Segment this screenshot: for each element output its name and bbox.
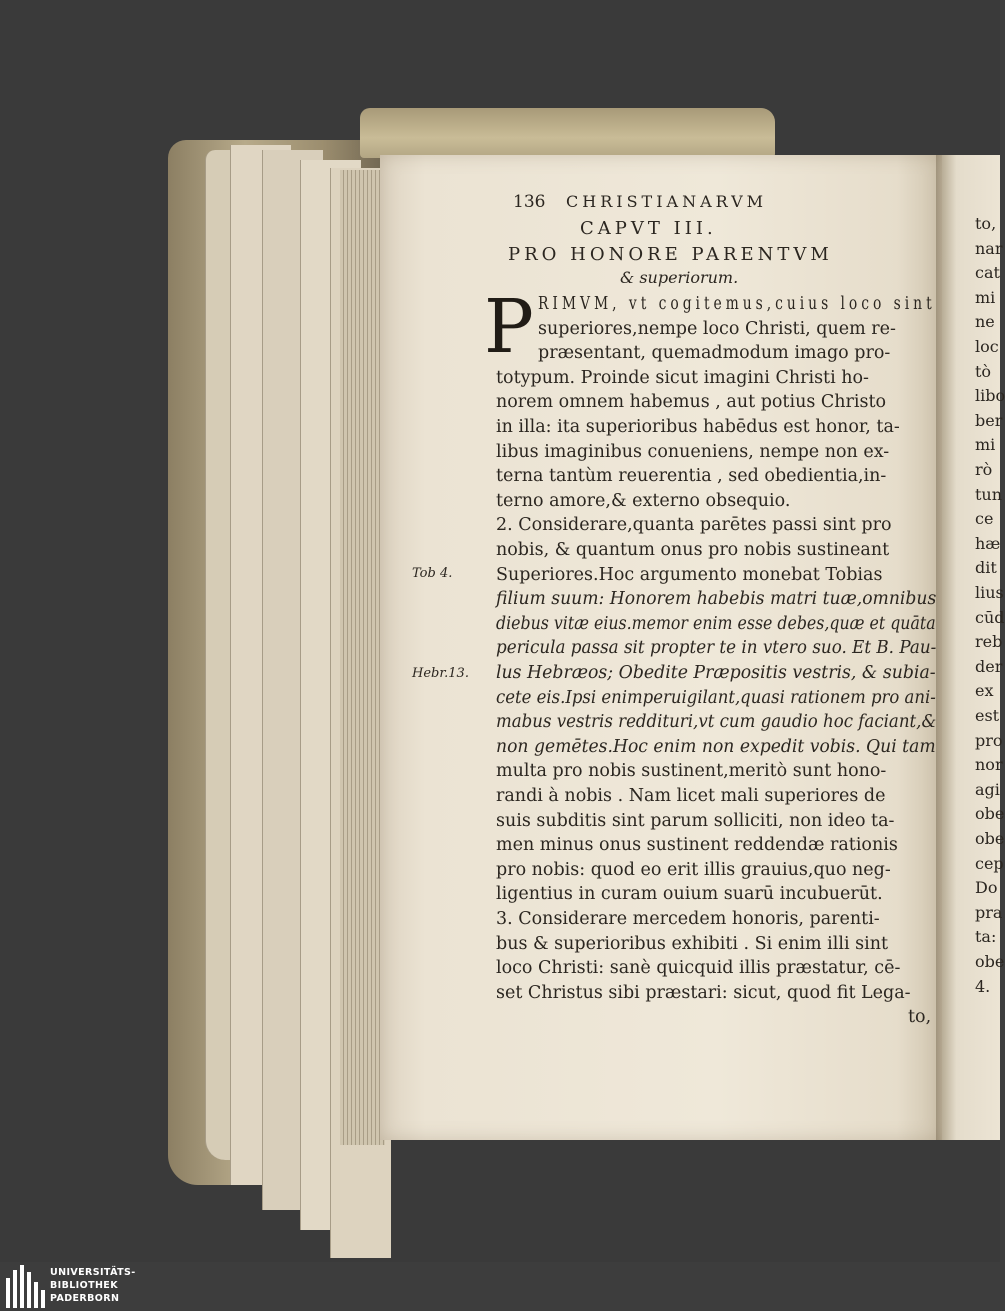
facing-page-fragment: mi bbox=[975, 287, 996, 307]
running-head: CHRISTIANARVM bbox=[566, 192, 768, 211]
facing-page-fragment: ta: bbox=[975, 927, 997, 947]
text-line: ligentius in curam ouium suarū incubuerūt. bbox=[496, 884, 883, 905]
facing-page-fragment: to, bbox=[975, 214, 997, 233]
section-subheading: & superiorum. bbox=[620, 268, 739, 287]
text-line: RIMVM, vt cogitemus,cuius loco sint bbox=[538, 294, 936, 314]
library-name-line1: UNIVERSITÄTS- bbox=[50, 1267, 136, 1278]
facing-page-fragment: hæ bbox=[975, 533, 1001, 553]
page-number: 136 bbox=[513, 192, 546, 212]
text-line: Superiores.Hoc argumento monebat Tobias bbox=[496, 564, 883, 585]
facing-page-fragment: lius bbox=[975, 583, 1004, 602]
facing-page-fragment: cūd bbox=[975, 607, 1005, 627]
library-name-line2: BIBLIOTHEK bbox=[50, 1280, 118, 1291]
text-line: superiores,nempe loco Christi, quem re- bbox=[538, 318, 896, 339]
facing-page-fragment: est bbox=[975, 706, 1000, 725]
text-line: nobis, & quantum onus pro nobis sustineant bbox=[496, 540, 890, 560]
facing-page-fragment: ex bbox=[975, 681, 994, 701]
library-logo-icon bbox=[6, 1265, 46, 1308]
text-line: cete eis.Ipsi enimperuigilant,quasi rationem pro ani- bbox=[496, 687, 936, 708]
text-line: pro nobis: quod eo erit illis grauius,quo neg- bbox=[496, 859, 891, 880]
text-line: men minus onus sustinent reddendæ rationis bbox=[496, 835, 898, 856]
book-headband bbox=[360, 108, 775, 158]
text-line: non gemētes.Hoc enim non expedit vobis. Qui tam bbox=[496, 736, 936, 757]
facing-page-fragment: obe bbox=[975, 952, 1005, 971]
facing-page-fragment: nar bbox=[975, 238, 1003, 258]
facing-page-fragment: loc bbox=[975, 337, 999, 356]
facing-page-fragment: dit bbox=[975, 558, 997, 578]
text-line: filium suum: Honorem habebis matri tuæ,omnibus bbox=[496, 589, 937, 610]
facing-page-fragment: der bbox=[975, 656, 1003, 676]
text-line: pericula passa sit propter te in vtero suo. Et B. Pau- bbox=[496, 638, 937, 659]
facing-page-fragment: mi bbox=[975, 435, 996, 455]
text-line: in illa: ita superioribus habēdus est honor, ta- bbox=[496, 417, 900, 437]
facing-page-fragment: 4. bbox=[975, 976, 991, 996]
chapter-title: CAPVT III. bbox=[580, 218, 717, 239]
text-line: libus imaginibus conueniens, nempe non ex- bbox=[496, 441, 890, 462]
facing-page-fragment: cep bbox=[975, 853, 1004, 873]
text-line: totypum. Proinde sicut imagini Christi ho- bbox=[496, 367, 869, 388]
text-line: set Christus sibi præstari: sicut, quod fit Lega- bbox=[496, 982, 911, 1003]
text-line: suis subditis sint parum solliciti, non ideo ta- bbox=[496, 810, 895, 831]
text-line: terno amore,& externo obsequio. bbox=[496, 490, 791, 511]
marginal-note: Tob 4. bbox=[412, 566, 453, 581]
facing-page-fragment: Do bbox=[975, 878, 998, 898]
text-line: 2. Considerare,quanta parētes passi sint pro bbox=[496, 515, 892, 536]
text-line: loco Christi: sanè quicquid illis præstatur, cē- bbox=[496, 958, 901, 979]
facing-page-fragment: agi bbox=[975, 779, 1000, 799]
facing-page-fragment: pro bbox=[975, 730, 1003, 750]
facing-page-fragment: ne bbox=[975, 312, 995, 332]
facing-page-fragment: rò bbox=[975, 460, 993, 479]
facing-page-fragment: tò bbox=[975, 361, 992, 381]
text-line: mabus vestris reddituri,vt cum gaudio hoc faciant,& bbox=[496, 712, 937, 733]
section-heading: PRO HONORE PARENTVM bbox=[508, 244, 833, 265]
marginal-note: Hebr.13. bbox=[412, 666, 469, 681]
facing-page-fragment: ber bbox=[975, 410, 1003, 430]
facing-page-fragment: obe bbox=[975, 829, 1005, 848]
text-line: lus Hebræos; Obedite Præpositis vestris, & subia- bbox=[496, 663, 936, 683]
text-line: randi à nobis . Nam licet mali superiores de bbox=[496, 786, 886, 806]
library-footer bbox=[0, 1262, 1000, 1311]
text-line: diebus vitæ eius.memor enim esse debes,quæ et quāta bbox=[496, 613, 936, 634]
text-line: terna tantùm reuerentia , sed obedientia,in- bbox=[496, 466, 887, 487]
text-line: præsentant, quemadmodum imago pro- bbox=[538, 343, 891, 364]
page-stack-edges bbox=[340, 170, 385, 1145]
text-line: norem omnem habemus , aut potius Christo bbox=[496, 392, 887, 413]
library-name-line3: PADERBORN bbox=[50, 1293, 120, 1304]
facing-page-fragment: reb bbox=[975, 632, 1003, 652]
facing-page-fragment: tun bbox=[975, 484, 1003, 504]
facing-page-fragment: cat bbox=[975, 263, 1000, 283]
drop-cap-initial: P bbox=[484, 284, 534, 370]
text-line: to, bbox=[908, 1007, 932, 1028]
facing-page-fragment: libo bbox=[975, 386, 1005, 406]
facing-page-fragment: nor bbox=[975, 755, 1003, 775]
facing-page-fragment: pra bbox=[975, 902, 1003, 922]
text-line: 3. Considerare mercedem honoris, parenti- bbox=[496, 909, 880, 929]
facing-page-fragment: obe bbox=[975, 804, 1005, 824]
text-line: multa pro nobis sustinent,meritò sunt hono- bbox=[496, 761, 887, 782]
text-line: bus & superioribus exhibiti . Si enim illi sint bbox=[496, 933, 889, 954]
facing-page-fragment: ce bbox=[975, 509, 994, 529]
